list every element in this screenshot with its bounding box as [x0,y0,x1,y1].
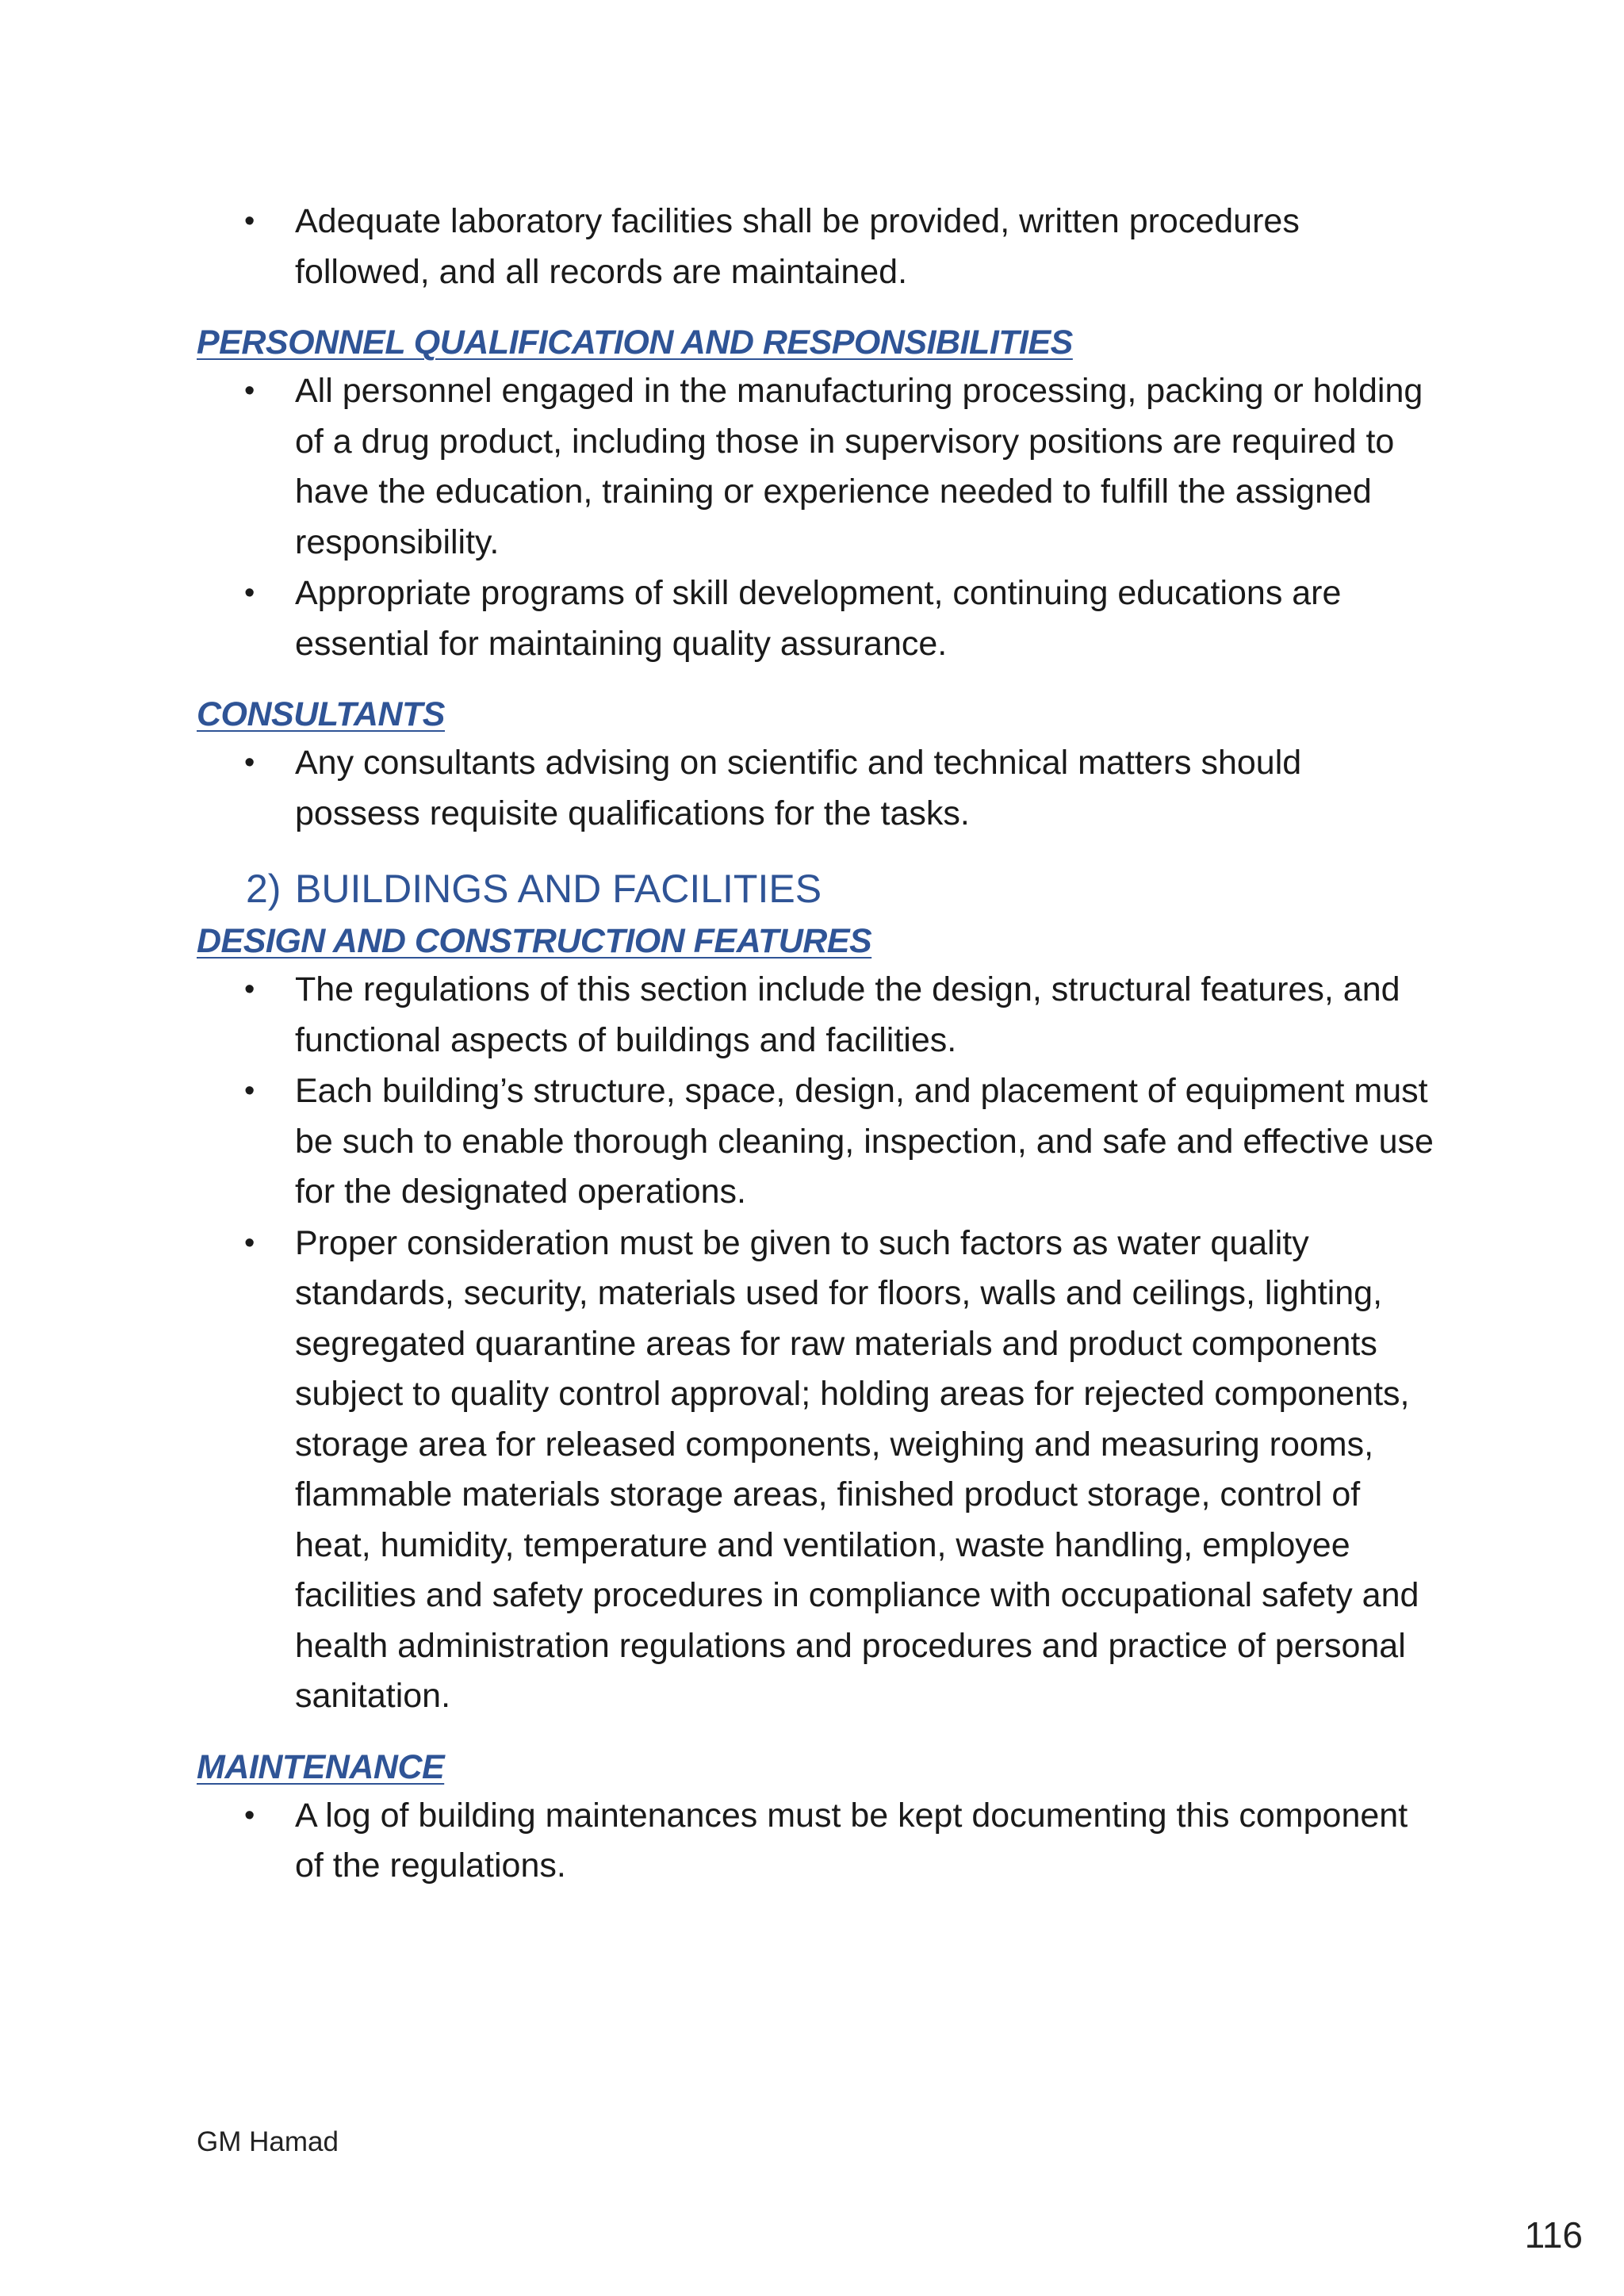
design-bullet-list [197,965,1434,1722]
bullet-icon: • [244,374,255,408]
list-item [197,568,1434,669]
list-item [197,738,1434,839]
section-heading-buildings [246,860,1434,917]
bullet-text: All personnel engaged in the manufacturing processing, packing or holding of a drug product, including those in supervisory positions are required to have the education, training or experience needed to fulfill the assigned responsibility. [295,372,1423,561]
bullet-icon: • [244,1798,255,1832]
consultants-bullet-list [197,738,1434,839]
personnel-bullet-list [197,366,1434,669]
section-title: BUILDINGS AND FACILITIES [295,867,822,911]
bullet-icon: • [244,576,255,610]
list-item [197,1066,1434,1218]
list-item [197,1219,1434,1722]
footer-author: GM Hamad [197,2126,339,2157]
list-item [197,197,1434,297]
maintenance-bullet-list [197,1791,1434,1892]
intro-block [197,197,1434,297]
consultants-heading: CONSULTANTS [197,695,445,733]
bullet-icon: • [244,1074,255,1108]
consultants-block [197,691,1434,839]
bullet-text: Appropriate programs of skill development, continuing educations are essential for maintaining quality assurance. [295,574,1342,663]
list-item [197,366,1434,568]
list-item [197,965,1434,1066]
bullet-text: The regulations of this section include the design, structural features, and functional aspects of buildings and facilities. [295,970,1400,1059]
design-heading: DESIGN AND CONSTRUCTION FEATURES [197,922,872,960]
bullet-text: Proper consideration must be given to such factors as water quality standards, security, materials used for floors, walls and ceilings, lighting, segregated quarantine areas for raw materials and product components subject to quality control approval; holding areas for rejected components, storage area for released components, weighing and measuring rooms, flammable materials storage areas, finished product storage, control of heat, humidity, temperature and ventilation, waste handling, employee facilities and safety procedures in compliance with occupational safety and health administration regulations and procedures and practice of personal sanitation. [295,1223,1419,1715]
bullet-icon: • [244,1226,255,1260]
list-item [197,1791,1434,1892]
maintenance-heading: MAINTENANCE [197,1747,445,1786]
bullet-text: A log of building maintenances must be kept documenting this component of the regulations. [295,1796,1408,1885]
bullet-text: Each building’s structure, space, design, and placement of equipment must be such to enable thorough cleaning, inspection, and safe and effective use for the designated operations. [295,1072,1434,1211]
page-number: 116 [1524,2214,1583,2256]
section-number: 2) [246,867,282,911]
bullet-text: Any consultants advising on scientific and technical matters should possess requisite qualifications for the tasks. [295,744,1302,832]
design-block [197,917,1434,1722]
page-content [197,197,1434,1913]
personnel-block [197,319,1434,669]
bullet-icon: • [244,205,255,238]
intro-bullet-list [197,197,1434,297]
bullet-icon: • [244,746,255,779]
bullet-icon: • [244,973,255,1006]
personnel-heading: PERSONNEL QUALIFICATION AND RESPONSIBILITIES [197,323,1073,362]
maintenance-block [197,1743,1434,1892]
bullet-text: Adequate laboratory facilities shall be provided, written procedures followed, and all records are maintained. [295,202,1300,291]
